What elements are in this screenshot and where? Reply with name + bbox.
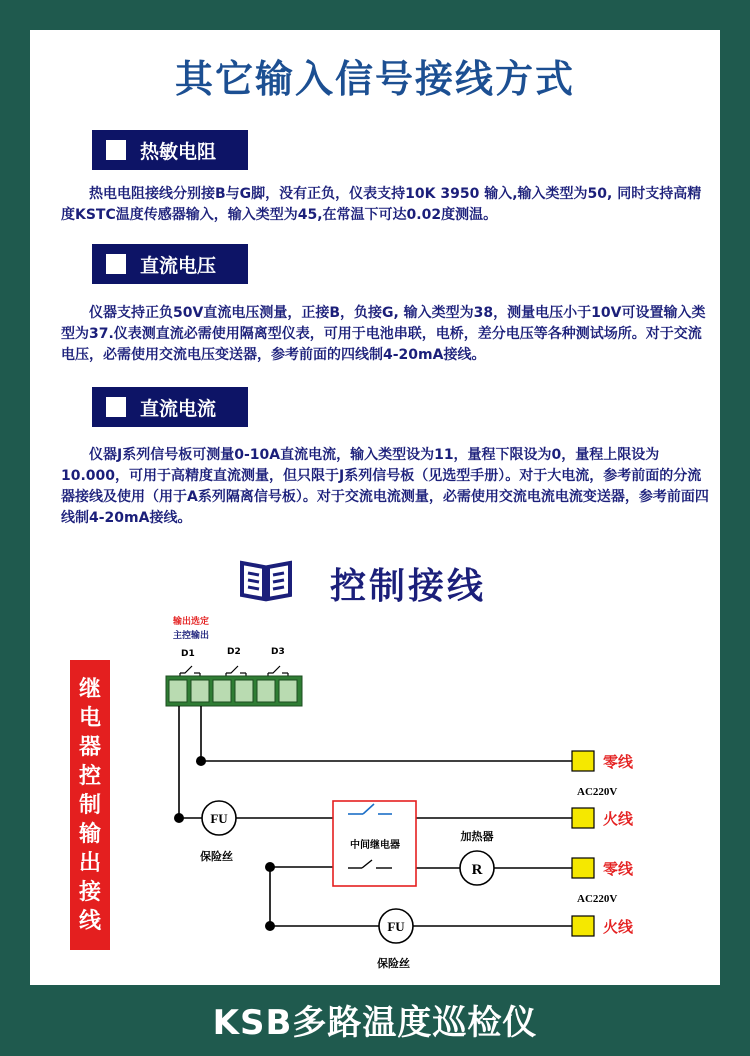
section-body-dc-voltage: 仪器支持正负50V直流电压测量，正接B，负接G, 输入类型为38，测量电压小于10V可设置输入类型为37.仪表测直流必需使用隔离型仪表，可用于电池串联，电桥，差分电压等各种测试场所。对于交流电压，必需使用交流电压变送器，参考前面的四线制4-20mA接线。: [61, 305, 706, 363]
page-title: 其它输入信号接线方式: [174, 57, 575, 101]
d2-label: D2: [227, 647, 241, 657]
side-label-char: 器: [78, 734, 101, 760]
footer-product-name: KSB多路温度巡检仪: [212, 1003, 538, 1043]
main-output-label: 主控输出: [173, 631, 210, 641]
side-label-char: 控: [78, 763, 101, 789]
side-label-char: 接: [78, 879, 101, 905]
heater-label: 加热器: [460, 830, 494, 843]
side-label-char: 出: [78, 850, 101, 876]
fuse-1-label: 保险丝: [200, 850, 233, 863]
neutral-label-1: 零线: [603, 753, 634, 771]
poster-card: [30, 30, 720, 985]
power-terminals: [572, 751, 594, 936]
live-label-1: 火线: [603, 810, 634, 828]
control-wiring-title: 控制接线: [330, 566, 487, 607]
side-label-char: 电: [78, 705, 101, 731]
output-select-label: 输出选定: [173, 617, 210, 627]
side-label-char: 制: [78, 792, 101, 818]
relay-label: 中间继电器: [350, 840, 400, 851]
section-heading-label: 直流电流: [140, 397, 217, 420]
relay-contact-icon: [348, 804, 392, 814]
fuse-2-label: 保险丝: [377, 957, 410, 970]
d1-label: D1: [181, 649, 195, 659]
section-body-dc-current: 仪器J系列信号板可测量0-10A直流电流，输入类型设为11，量程下限设为0，量程上限设为10.000，可用于高精度直流测量，但只限于J系列信号板（见选型手册）。对于大电流，参考前面的分流器接线及使用（用于A系列隔离信号板）。对于交流电流测量，必需使用交流电流电流变送器，参考前面四线制4-20mA接线。: [61, 447, 709, 526]
neutral-label-2: 零线: [603, 860, 634, 878]
ac220v-label-2: AC220V: [577, 893, 618, 905]
side-label-char: 输: [78, 821, 101, 847]
relay-coil-contact-icon: [348, 860, 392, 868]
wires: [179, 706, 572, 926]
d3-label: D3: [271, 647, 285, 657]
terminal-block: [166, 676, 302, 706]
side-label-char: 线: [78, 908, 101, 934]
fuse-1-text: FU: [210, 811, 228, 826]
wiring-diagram: [30, 30, 720, 985]
side-label-char: 继: [78, 676, 101, 702]
section-body-thermistor: 热电电阻接线分别接B与G脚，没有正负，仪表支持10K 3950 输入,输入类型为50, 同时支持高精度KSTC温度传感器输入，输入类型为45,在常温下可达0.02度测温。: [61, 186, 702, 223]
relay-contact-symbols: [180, 666, 288, 677]
heater-r-text: R: [471, 862, 483, 878]
ac220v-label-1: AC220V: [577, 786, 618, 798]
junction-dots: [174, 756, 275, 931]
section-heading-label: 直流电压: [140, 254, 217, 277]
live-label-2: 火线: [603, 918, 634, 936]
fuse-2-text: FU: [387, 919, 405, 934]
section-heading-label: 热敏电阻: [140, 140, 217, 163]
